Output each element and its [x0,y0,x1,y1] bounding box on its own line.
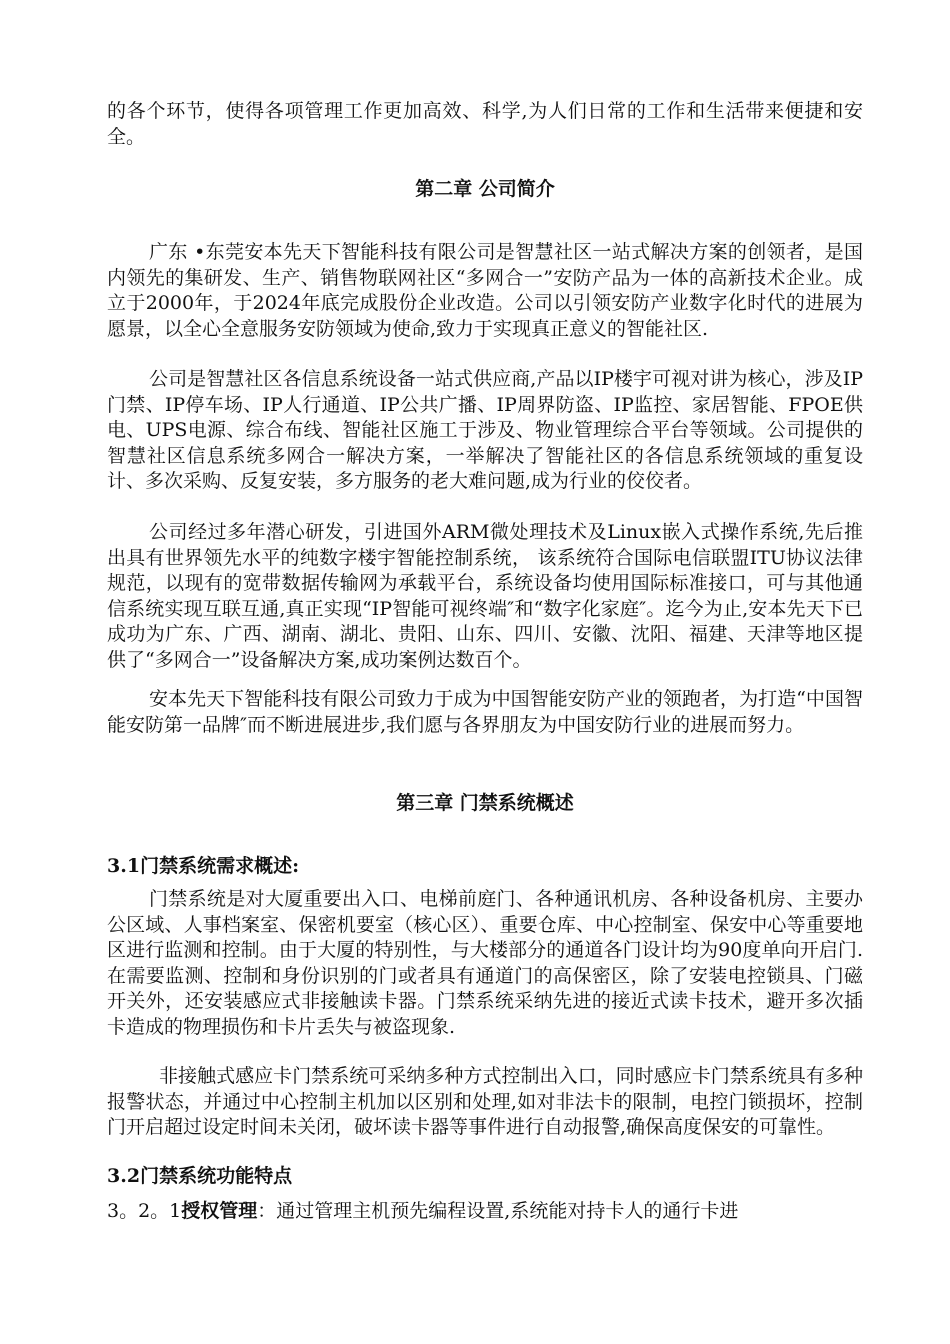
chapter-3-title: 第三章 门禁系统概述 [396,792,574,814]
section-3-1-suffix: : [292,855,300,877]
section-3-2-number: 3.2 [107,1165,141,1187]
section-3-2-title: 门禁系统功能特点 [140,1165,293,1187]
company-intro-paragraph-2: 公司是智慧社区各信息系统设备一站式供应商,产品以IP楼宇可视对讲为核心，涉及IP门禁、IP停车场、IP人行通道、IP公共广播、IP周界防盗、IP监控、家居智能、FPOE供电、UPS电源、综合布线、智能社区施工于涉及、物业管理综合平台等领域。公司提供的智慧社区信息系统多网合一解决方案，一举解决了智能社区的各信息系统领域的重复设计、多次采购、反复安装，多方服务的老大难问题,成为行业的佼佼者。 [107,368,863,492]
section-3-1-title: 门禁系统需求概述 [140,855,293,877]
access-control-paragraph-1: 门禁系统是对大厦重要出入口、电梯前庭门、各种通讯机房、各种设备机房、主要办公区域、人事档案室、保密机要室（核心区）、重要仓库、中心控制室、保安中心等重要地区进行监测和控制。由于大厦的特别性，与大楼部分的通道各门设计均为90度单向开启门.在需要监测、控制和身份识别的门或者具有通道门的高保密区，除了安装电控锁具、门磁开关外，还安装感应式非接触读卡器。门禁系统采纳先进的接近式读卡技术，避开多次插卡造成的物理损伤和卡片丢失与被盗现象. [107,888,863,1038]
section-3-2-1-title: 授权管理 [181,1200,258,1222]
company-intro-paragraph-1: 广东 •东莞安本先天下智能科技有限公司是智慧社区一站式解决方案的创领者，是国内领先的集研发、生产、销售物联网社区“多网合一”安防产品为一体的高新技术企业。成立于2000年，于2024年底完成股份企业改造。公司以引领安防产业数字化时代的进展为愿景，以全心全意服务安防领域为使命,致力于实现真正意义的智能社区. [107,241,863,340]
section-3-2-heading [107,1163,863,1189]
section-3-2-1-text: ：通过管理主机预先编程设置,系统能对持卡人的通行卡进 [257,1200,739,1222]
access-control-paragraph-2: 非接触式感应卡门禁系统可采纳多种方式控制出入口，同时感应卡门禁系统具有多种报警状态，并通过中心控制主机加以区别和处理,如对非法卡的限制，电控门锁损坏，控制门开启超过设定时间未关闭，破坏读卡器等事件进行自动报警,确保高度保安的可靠性。 [107,1065,863,1138]
section-3-1-number: 3.1 [107,855,141,877]
section-3-2-1-paragraph [107,1198,863,1224]
section-3-1-heading [107,853,863,879]
chapter-2-title: 第二章 公司简介 [415,178,555,200]
company-intro-paragraph-3: 公司经过多年潜心研发，引进国外ARM微处理技术及Linux嵌入式操作系统,先后推出具有世界领先水平的纯数字楼宇智能控制系统， 该系统符合国际电信联盟ITU协议法律规范，以现有的宽带数据传输网为承载平台，系统设备均使用国际标准接口，可与其他通信系统实现互联互通,真正实现“IP智能可视终端″和“数字化家庭″。迄今为止,安本先天下已成功为广东、广西、湖南、湖北、贵阳、山东、四川、安徽、沈阳、福建、天津等地区提供了“多网合一”设备解决方案,成功案例达数百个。 [107,521,863,671]
section-3-2-1-number: 3。2。1 [107,1200,182,1222]
company-intro-paragraph-4: 安本先天下智能科技有限公司致力于成为中国智能安防产业的领跑者，为打造“中国智能安防第一品牌″而不断进展进步,我们愿与各界朋友为中国安防行业的进展而努力。 [107,688,863,736]
intro-tail-paragraph: 的各个环节，使得各项管理工作更加高效、科学,为人们日常的工作和生活带来便捷和安全。 [107,100,863,148]
